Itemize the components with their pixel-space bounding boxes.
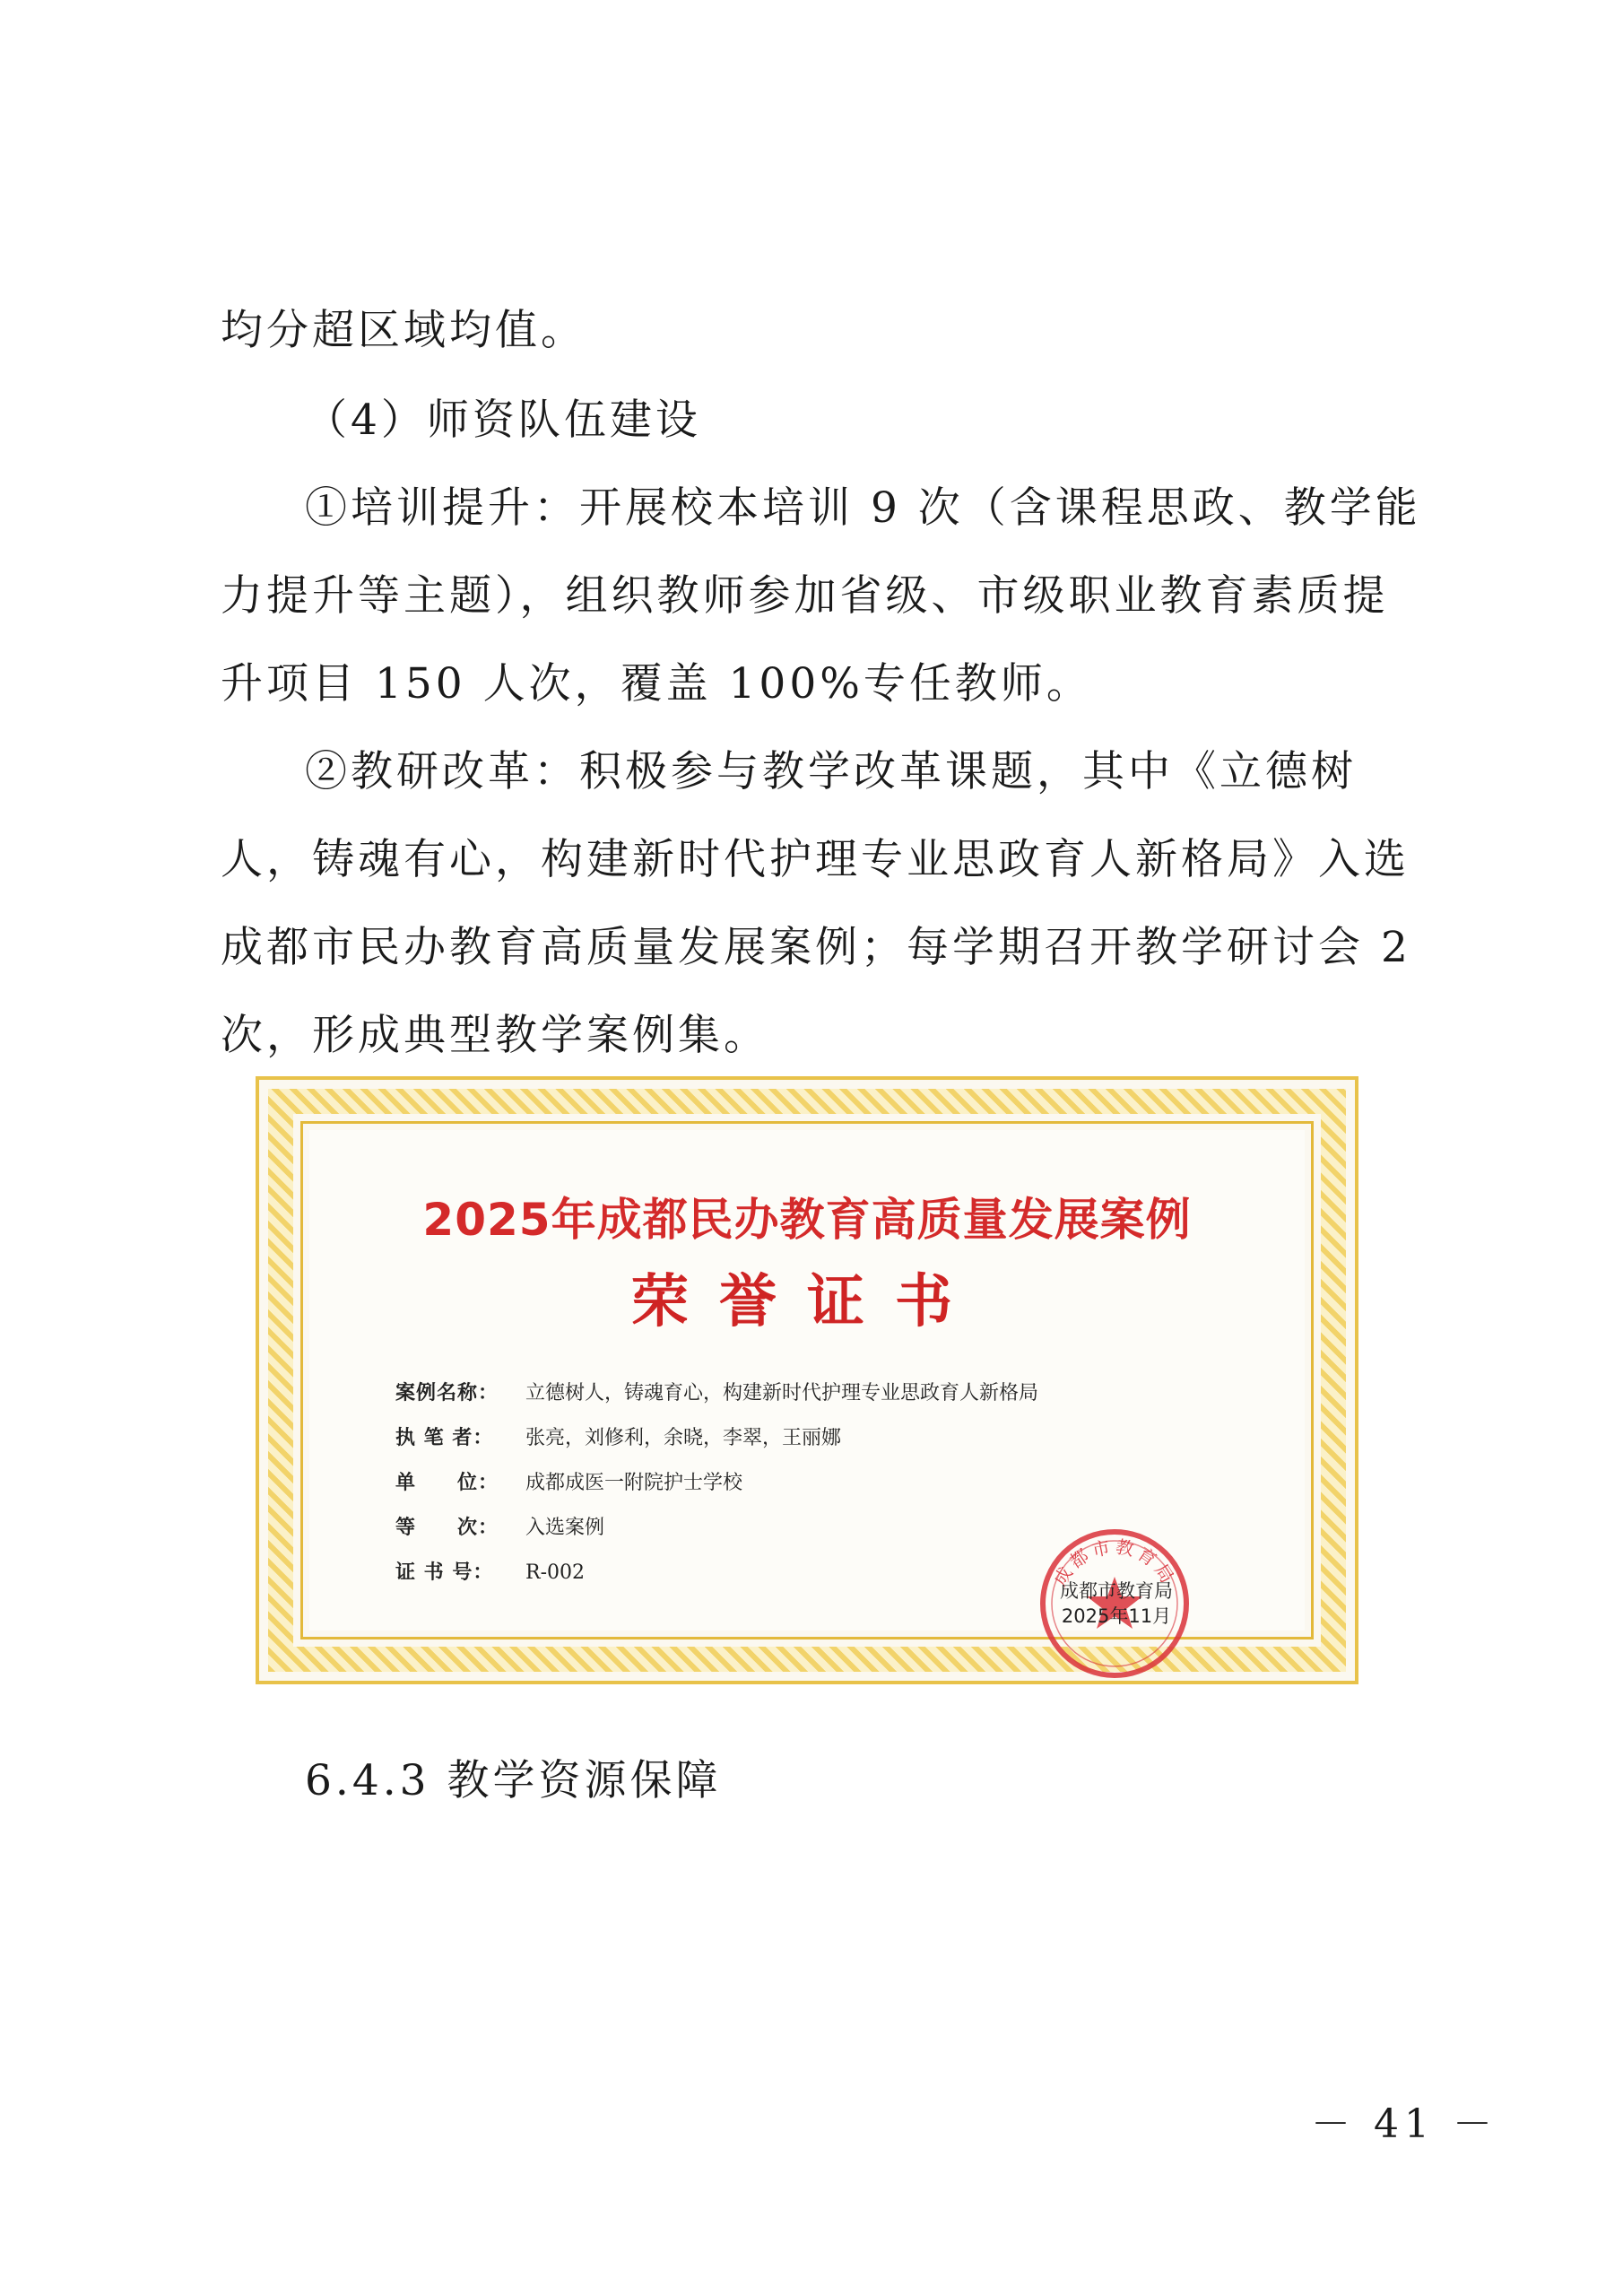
section-heading: 6.4.3 教学资源保障	[305, 1756, 722, 1805]
field-label-cert-number: 证 书 号：	[395, 1561, 494, 1584]
certificate-field-row	[395, 1550, 1038, 1595]
field-value-level: 入选案例	[525, 1517, 605, 1539]
paragraph-training: ①培训提升：开展校本培训 9 次（含课程思政、教学能力提升等主题），组织教师参加省级、市级职业教育素质提升项目 150 人次，覆盖 100%专任教师。	[221, 483, 1421, 709]
certificate-title: 2025年成都民办教育高质量发展案例	[422, 1194, 1192, 1246]
paragraph-continuation: 均分超区域均值。	[221, 306, 586, 355]
certificate-field-row	[395, 1370, 1038, 1415]
svg-text:成都市教育局: 成都市教育局	[1048, 1535, 1181, 1590]
certificate-issuer: 成都市教育局	[1060, 1580, 1173, 1602]
field-label-unit: 单 位：	[395, 1471, 499, 1494]
certificate-body	[309, 1130, 1305, 1631]
field-value-unit: 成都成医一附院护士学校	[525, 1472, 743, 1494]
certificate-field-row	[395, 1460, 1038, 1505]
certificate-subtitle: 荣誉证书	[631, 1268, 983, 1335]
certificate-fields	[395, 1370, 1038, 1595]
field-value-cert-number: R-002	[525, 1561, 585, 1584]
field-label-authors: 执 笔 者：	[395, 1426, 494, 1449]
certificate-issuer-block	[1009, 1578, 1224, 1629]
page-number: － 41 －	[1311, 2101, 1497, 2147]
certificate-date: 2025年11月	[1061, 1605, 1172, 1627]
field-label-level: 等 次：	[395, 1516, 499, 1539]
heading-teacher-team: （4）师资队伍建设	[305, 396, 701, 445]
field-value-case-name: 立德树人，铸魂育心，构建新时代护理专业思政育人新格局	[525, 1382, 1039, 1405]
paragraph-research: ②教研改革：积极参与教学改革课题，其中《立德树人，铸魂有心，构建新时代护理专业思政育人新格局》入选成都市民办教育高质量发展案例；每学期召开教学研讨会 2 次，形成典型教学案例集。	[221, 747, 1411, 1060]
field-label-case-name: 案例名称：	[395, 1381, 499, 1405]
honor-certificate-image	[256, 1076, 1358, 1684]
certificate-field-row	[395, 1415, 1038, 1460]
main-text-block	[221, 377, 1422, 1080]
field-value-authors: 张亮，刘修利，余晓，李翠，王丽娜	[525, 1427, 842, 1449]
certificate-field-row	[395, 1505, 1038, 1550]
